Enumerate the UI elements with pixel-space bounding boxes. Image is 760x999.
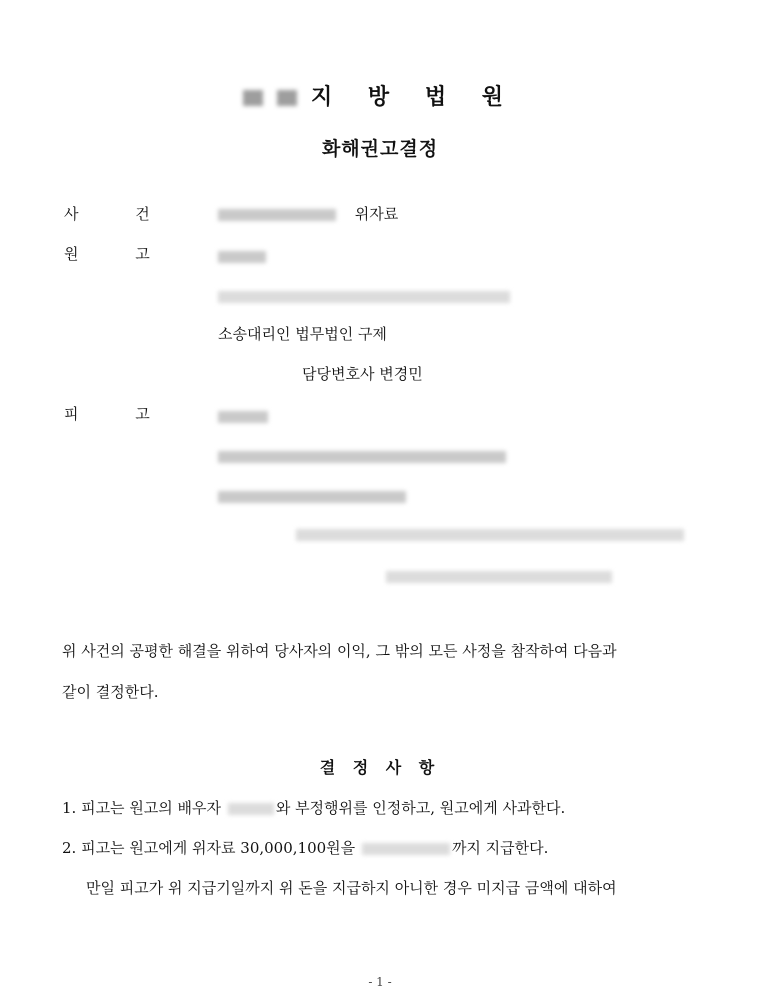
- case-label: 사 건: [64, 205, 150, 223]
- redacted-case-number: [218, 209, 336, 221]
- case-number-row: [218, 203, 398, 224]
- decision-item-1: [62, 797, 565, 818]
- redacted-spouse-name: [228, 803, 274, 815]
- decision-item-2-text-a: 2. 피고는 원고에게 위자료 30,000,100원을: [62, 839, 356, 857]
- redacted-defendant-delivery: [296, 524, 684, 543]
- court-name: [0, 80, 760, 111]
- plaintiff-attorney: 담당변호사 변경민: [302, 365, 423, 383]
- document-title: 화해권고결정: [321, 138, 439, 160]
- decision-item-2-continuation: 만일 피고가 위 지급기일까지 위 돈을 지급하지 아니한 경우 미지급 금액에 대하여: [86, 879, 617, 897]
- redacted-defendant-address-2: [218, 486, 406, 505]
- intro-line-1: 위 사건의 공평한 해결을 위하여 당사자의 이익, 그 밖의 모든 사정을 참작하여 다음과: [62, 642, 617, 660]
- decision-item-2: [62, 837, 548, 858]
- plaintiff-label: 원 고: [64, 245, 150, 263]
- redacted-court-region: [277, 90, 297, 106]
- court-name-text: 지 방 법 원: [311, 85, 517, 110]
- redacted-payment-date: [362, 843, 450, 855]
- decision-item-1-text-a: 1. 피고는 원고의 배우자: [62, 799, 222, 817]
- redacted-defendant-delivery-2: [386, 566, 612, 585]
- redacted-defendant-address: [218, 446, 506, 465]
- plaintiff-counsel: 소송대리인 법무법인 구제: [218, 325, 387, 343]
- decision-item-1-text-b: 와 부정행위를 인정하고, 원고에게 사과한다.: [275, 799, 566, 817]
- redacted-court-region: [243, 90, 263, 106]
- intro-line-2: 같이 결정한다.: [62, 683, 159, 701]
- redacted-plaintiff-address: [218, 286, 510, 305]
- redacted-plaintiff-name: [218, 246, 266, 265]
- defendant-label: 피 고: [64, 405, 150, 423]
- page-number: - 1 -: [368, 975, 392, 989]
- redacted-defendant-name: [218, 406, 268, 425]
- decision-item-2-text-b: 까지 지급한다.: [451, 839, 549, 857]
- decision-title: 결 정 사 항: [319, 758, 441, 777]
- case-type: 위자료: [354, 205, 399, 223]
